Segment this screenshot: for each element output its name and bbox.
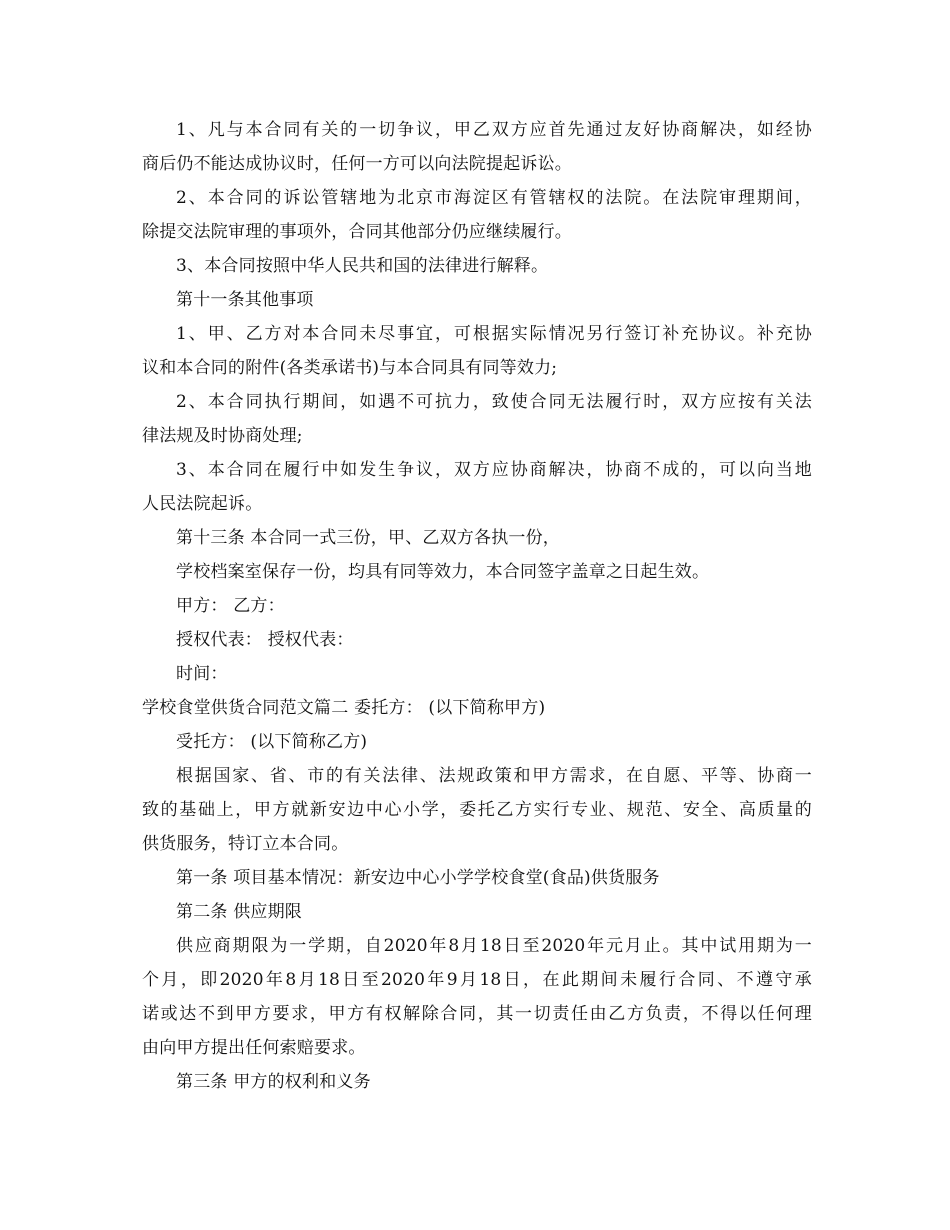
- paragraph-line: 由向甲方提出任何索赔要求。: [142, 1038, 366, 1058]
- paragraph-line: 人民法院起诉。: [142, 494, 263, 514]
- paragraph-line: 供货服务，特订立本合同。: [142, 834, 349, 854]
- document-body: [142, 113, 812, 1099]
- section-heading: 第十一条其他事项: [176, 290, 314, 310]
- paragraph-line: 3、本合同按照中华人民共和国的法律进行解释。: [176, 256, 549, 276]
- paragraph-line: 商后仍不能达成协议时，任何一方可以向法院提起诉讼。: [142, 154, 572, 174]
- paragraph-line: 供应商期限为一学期，自2020年8月18日至2020年元月止。其中试用期为一: [176, 936, 812, 956]
- paragraph-line: 3、本合同在履行中如发生争议，双方应协商解决，协商不成的，可以向当地: [176, 460, 812, 480]
- paragraph-line: 2、本合同的诉讼管辖地为北京市海淀区有管辖权的法院。在法院审理期间，: [176, 188, 812, 208]
- section-heading: 第二条 供应期限: [176, 902, 303, 922]
- paragraph-line: 除提交法院审理的事项外，合同其他部分仍应继续履行。: [142, 222, 572, 242]
- paragraph-line: 致的基础上，甲方就新安边中心小学，委托乙方实行专业、规范、安全、高质量的: [142, 800, 812, 820]
- signature-date-line: 时间：: [176, 664, 228, 684]
- paragraph-line: 2、本合同执行期间，如遇不可抗力，致使合同无法履行时，双方应按有关法: [176, 392, 812, 412]
- paragraph-line: 受托方： (以下简称乙方): [176, 732, 368, 752]
- paragraph-line: 1、甲、乙方对本合同未尽事宜，可根据实际情况另行签订补充协议。补充协: [176, 324, 812, 344]
- paragraph-line: 议和本合同的附件(各类承诺书)与本合同具有同等效力;: [142, 358, 558, 378]
- paragraph-line: 个月，即2020年8月18日至2020年9月18日，在此期间未履行合同、不遵守承: [142, 970, 812, 990]
- section-heading: 第三条 甲方的权利和义务: [176, 1072, 371, 1092]
- signature-representative-line: 授权代表： 授权代表：: [176, 630, 354, 650]
- paragraph-line: 学校档案室保存一份，均具有同等效力，本合同签字盖章之日起生效。: [176, 562, 710, 582]
- paragraph-line: 第十三条 本合同一式三份，甲、乙双方各执一份，: [176, 528, 561, 548]
- section-heading: 第一条 项目基本情况：新安边中心小学学校食堂(食品)供货服务: [176, 868, 660, 888]
- paragraph-line: 1、凡与本合同有关的一切争议，甲乙双方应首先通过友好协商解决，如经协: [176, 120, 812, 140]
- document-title-line: 学校食堂供货合同范文篇二 委托方： (以下简称甲方): [142, 698, 546, 718]
- paragraph-line: 律法规及时协商处理;: [142, 426, 303, 446]
- signature-party-line: 甲方： 乙方：: [176, 596, 285, 616]
- paragraph-line: 诺或达不到甲方要求，甲方有权解除合同，其一切责任由乙方负责，不得以任何理: [142, 1004, 812, 1024]
- paragraph-line: 根据国家、省、市的有关法律、法规政策和甲方需求，在自愿、平等、协商一: [176, 766, 812, 786]
